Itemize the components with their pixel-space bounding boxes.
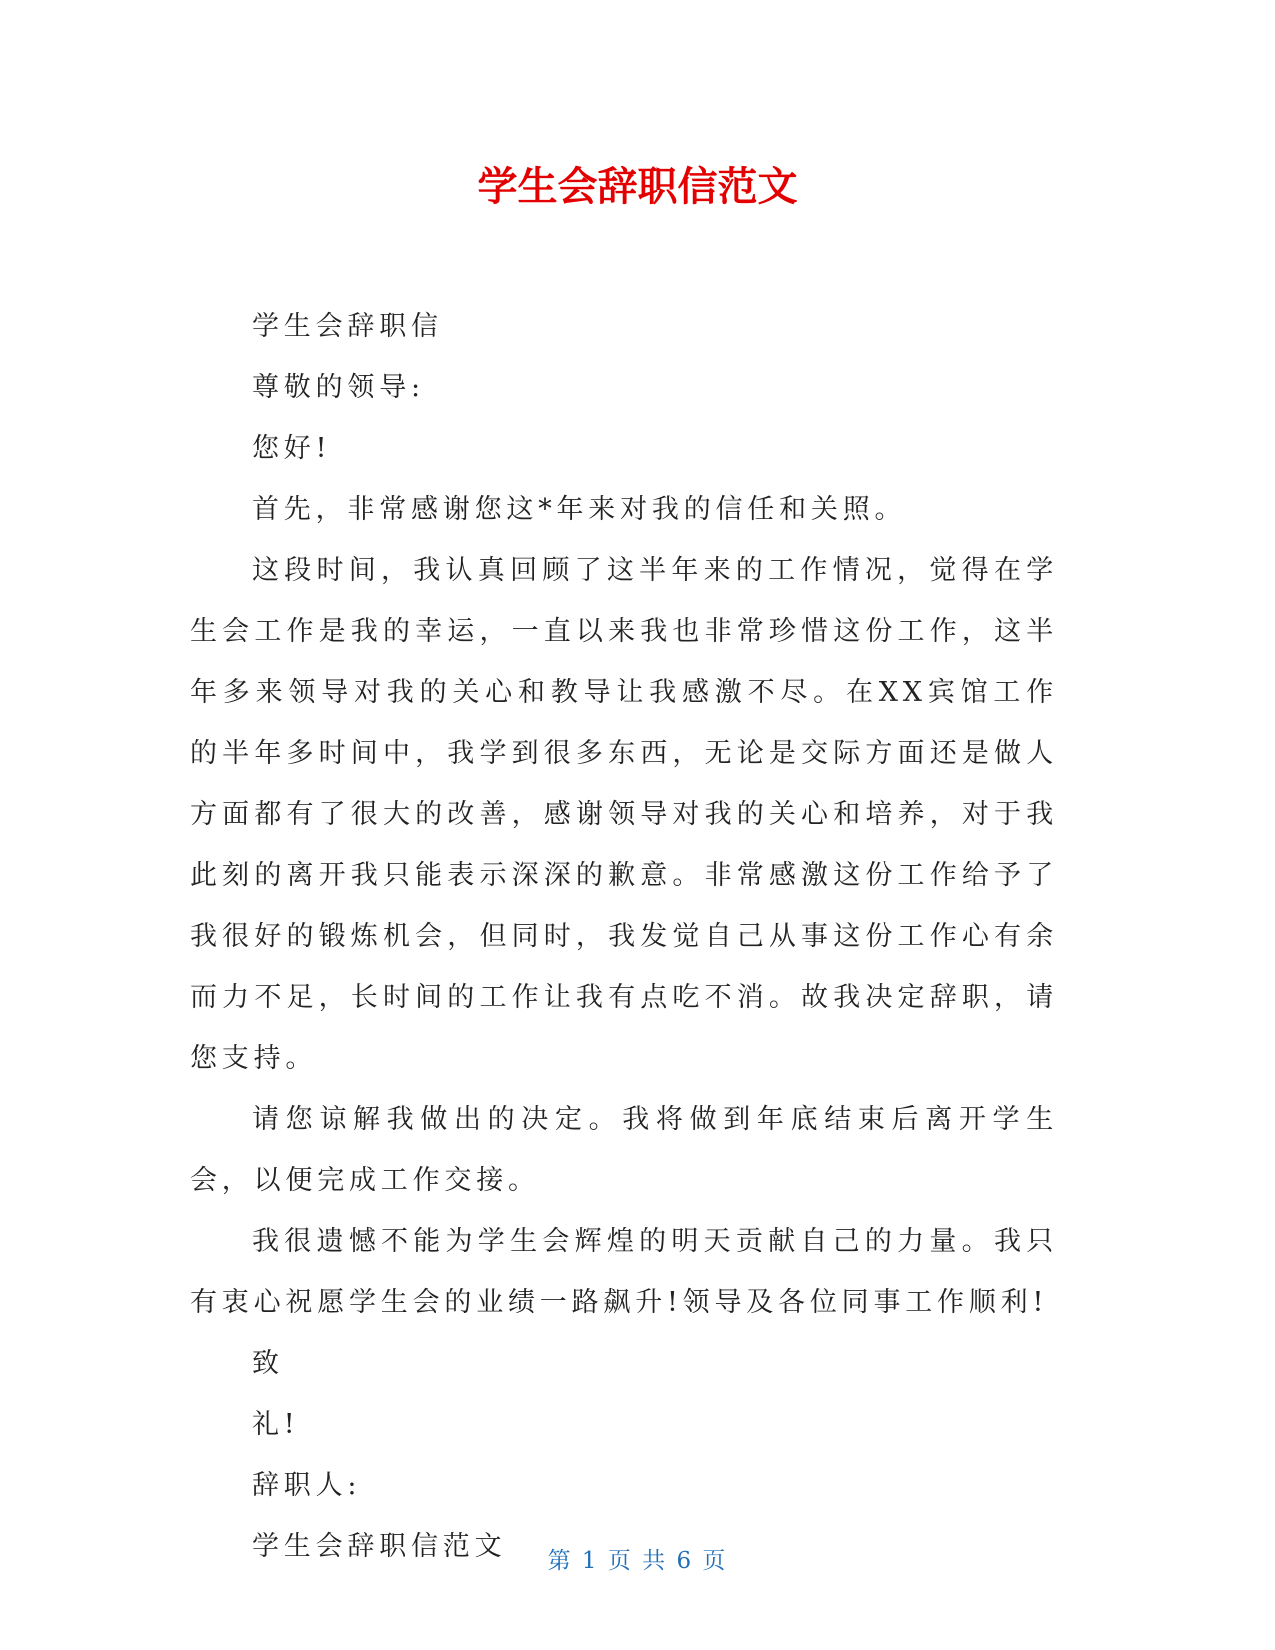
- paragraph-closing-li: 礼!: [252, 1409, 300, 1440]
- document-title: 学生会辞职信范文: [477, 164, 798, 210]
- page-footer: 第 1 页 共 6 页: [547, 1548, 728, 1574]
- paragraph-understanding: 请您谅解我做出的决定。我将做到年底结束后离开学生会，以便完成工作交接。: [190, 1104, 1058, 1196]
- paragraph-heading: 学生会辞职信: [252, 311, 443, 342]
- paragraph-main: 这段时间，我认真回顾了这半年来的工作情况，觉得在学生会工作是我的幸运，一直以来我也非常珍惜这份工作，这半年多来领导对我的关心和教导让我感激不尽。在XX宾馆工作的半年多时间中，我学到很多东西，无论是交际方面还是做人方面都有了很大的改善，感谢领导对我的关心和培养，对于我此刻的离开我只能表示深深的歉意。非常感激这份工作给予了我很好的锻炼机会，但同时，我发觉自己从事这份工作心有余而力不足，长时间的工作让我有点吃不消。故我决定辞职，请您支持。: [190, 555, 1058, 1074]
- paragraph-thanks: 首先，非常感谢您这*年来对我的信任和关照。: [252, 494, 907, 525]
- paragraph-signature: 辞职人:: [252, 1470, 362, 1501]
- paragraph-salutation: 尊敬的领导:: [252, 372, 425, 403]
- paragraph-greeting: 您好!: [252, 433, 332, 464]
- paragraph-subject: 学生会辞职信范文: [252, 1531, 507, 1562]
- paragraph-closing-zhi: 致: [252, 1348, 284, 1379]
- letter-body: [190, 296, 1058, 1577]
- paragraph-wishes: 我很遗憾不能为学生会辉煌的明天贡献自己的力量。我只有衷心祝愿学生会的业绩一路飙升!领导及各位同事工作顺利!: [190, 1226, 1058, 1318]
